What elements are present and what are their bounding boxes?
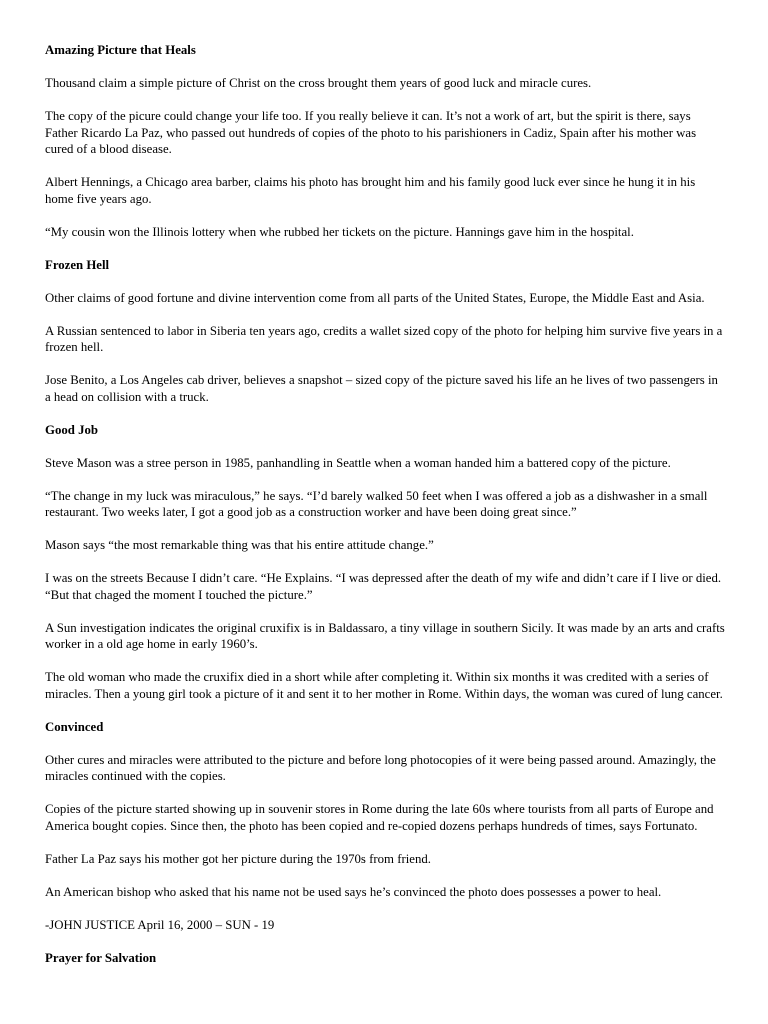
paragraph: The old woman who made the cruxifix died in a short while after completing it. Within six months it was credited with a series of miracles. Then a young girl took a picture of it and sent it to her mother in Rome. Within days, the woman was cured of lung cancer. bbox=[45, 670, 723, 701]
paragraph: Mason says “the most remarkable thing was that his entire attitude change.” bbox=[45, 538, 434, 552]
paragraph: The copy of the picure could change your life too. If you really believe it can. It’s not a work of art, but the spirit is there, says Father Ricardo La Paz, who passed out hundreds of copies of the photo to his parishioners in Cadiz, Spain after his mother was cured of a blood disease. bbox=[45, 109, 697, 156]
section-heading: Convinced bbox=[45, 719, 104, 734]
section-heading: Prayer for Salvation bbox=[45, 950, 157, 965]
paragraph: “The change in my luck was miraculous,” he says. “I’d barely walked 50 feet when I was offered a job as a dishwasher in a small restaurant. Two weeks later, I got a good job as a construction worker and have been doing great since.” bbox=[45, 488, 708, 519]
paragraph: Other cures and miracles were attributed to the picture and before long photocopies of it were being passed around. Amazingly, the miracles continued with the copies. bbox=[45, 752, 716, 783]
paragraph: Thousand claim a simple picture of Christ on the cross brought them years of good luck and miracle cures. bbox=[45, 76, 592, 90]
paragraph: Albert Hennings, a Chicago area barber, claims his photo has brought him and his family good luck ever since he hung it in his home five years ago. bbox=[45, 175, 696, 206]
paragraph: Steve Mason was a stree person in 1985, panhandling in Seattle when a woman handed him a battered copy of the picture. bbox=[45, 455, 671, 470]
byline: -JOHN JUSTICE April 16, 2000 – SUN - 19 bbox=[45, 917, 275, 932]
paragraph: A Sun investigation indicates the original cruxifix is in Baldassaro, a tiny village in southern Sicily. It was made by an arts and crafts worker in a old age home in early 1960’s. bbox=[45, 620, 725, 651]
paragraph: “My cousin won the Illinois lottery when whe rubbed her tickets on the picture. Hannings gave him in the hospital. bbox=[45, 224, 634, 239]
document-page bbox=[45, 42, 725, 983]
section-heading: Good Job bbox=[45, 422, 98, 437]
paragraph: Copies of the picture started showing up in souvenir stores in Rome during the late 60s where tourists from all parts of Europe and America bought copies. Since then, the photo has been copied and re-copied dozens perhaps hundreds of times, says Fortunato. bbox=[45, 802, 714, 833]
paragraph: Father La Paz says his mother got her picture during the 1970s from friend. bbox=[45, 851, 431, 866]
paragraph: Other claims of good fortune and divine intervention come from all parts of the United States, Europe, the Middle East and Asia. bbox=[45, 290, 705, 305]
paragraph: A Russian sentenced to labor in Siberia ten years ago, credits a wallet sized copy of the photo for helping him survive five years in a frozen hell. bbox=[45, 323, 723, 354]
paragraph: An American bishop who asked that his name not be used says he’s convinced the photo does possesses a power to heal. bbox=[45, 884, 662, 899]
paragraph: I was on the streets Because I didn’t care. “He Explains. “I was depressed after the death of my wife and didn’t care if I live or died. “But that chaged the moment I touched the picture.” bbox=[45, 571, 722, 602]
section-heading: Amazing Picture that Heals bbox=[45, 43, 196, 57]
paragraph: Jose Benito, a Los Angeles cab driver, believes a snapshot – sized copy of the picture saved his life an he lives of two passengers in a head on collision with a truck. bbox=[45, 373, 718, 404]
section-heading: Frozen Hell bbox=[45, 257, 110, 272]
